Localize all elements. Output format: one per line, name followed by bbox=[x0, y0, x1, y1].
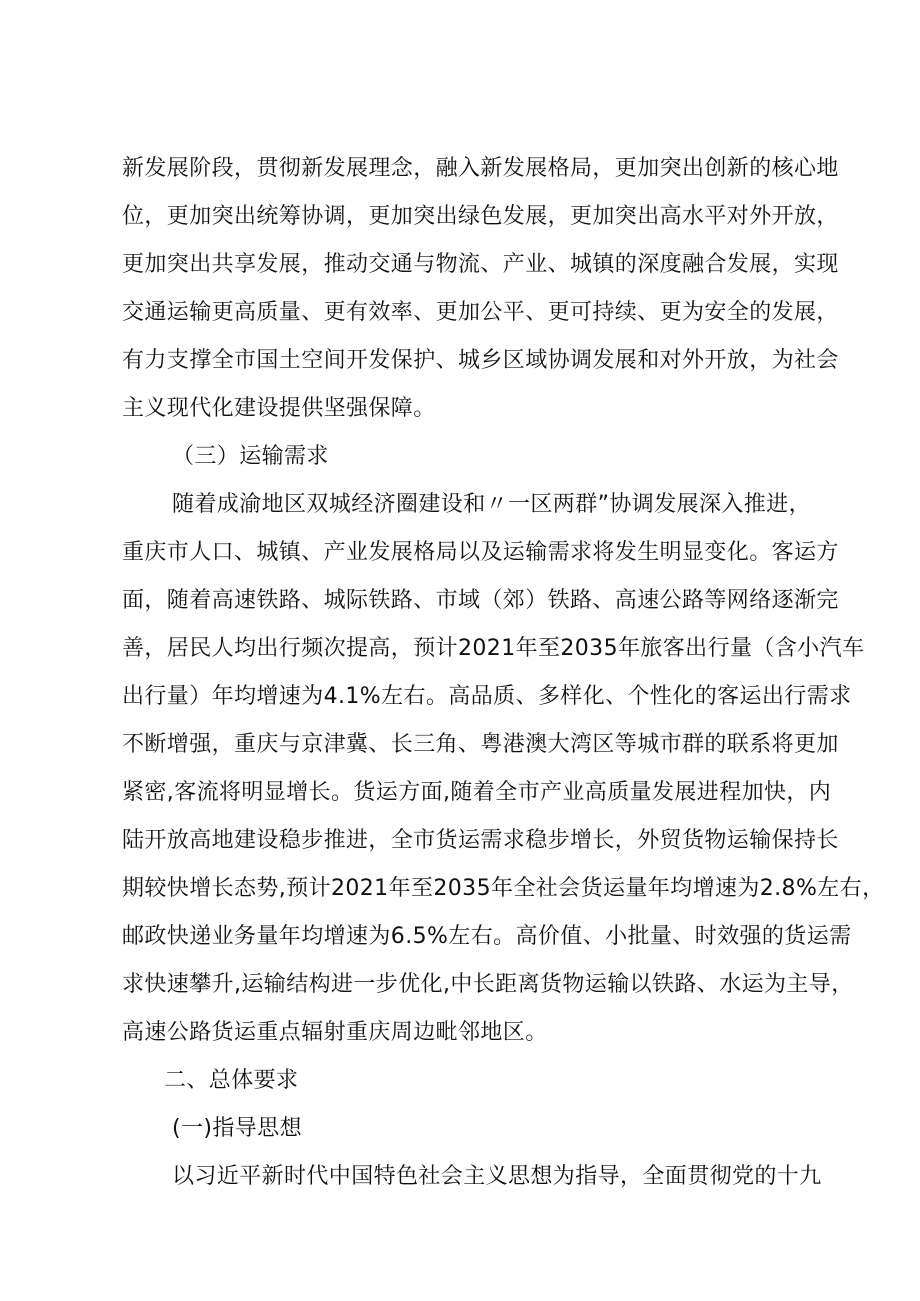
paragraph-line: 陆开放高地建设稳步推进，全市货运需求稳步增长，外贸货物运输保持长 bbox=[122, 828, 839, 853]
paragraph-line: 出行量）年均增速为4.1%左右。高品质、多样化、个性化的客运出行需求 bbox=[122, 684, 852, 709]
paragraph-line: 主义现代化建设提供坚强保障。 bbox=[122, 396, 436, 421]
paragraph-line: 面，随着高速铁路、城际铁路、市域（郊）铁路、高速公路等网络逐渐完 bbox=[122, 588, 839, 613]
paragraph-line: 重庆市人口、城镇、产业发展格局以及运输需求将发生明显变化。客运方 bbox=[122, 540, 839, 565]
paragraph-line: 邮政快递业务量年均增速为6.5%左右。高价值、小批量、时效强的货运需 bbox=[122, 924, 852, 949]
paragraph-line: 有力支撑全市国土空间开发保护、城乡区域协调发展和对外开放，为社会 bbox=[122, 348, 839, 373]
paragraph-line: 紧密,客流将明显增长。货运方面,随着全市产业高质量发展进程加快，内 bbox=[122, 780, 832, 805]
paragraph-line: 交通运输更高质量、更有效率、更加公平、更可持续、更为安全的发展， bbox=[122, 300, 839, 325]
paragraph-line: 新发展阶段，贯彻新发展理念，融入新发展格局，更加突出创新的核心地 bbox=[122, 156, 839, 181]
section-heading: 二、总体要求 bbox=[164, 1068, 299, 1093]
paragraph-line: 不断增强，重庆与京津冀、长三角、粤港澳大湾区等城市群的联系将更加 bbox=[122, 732, 839, 757]
paragraph-line: 求快速攀升,运输结构进一步优化,中长距离货物运输以铁路、水运为主导， bbox=[122, 972, 854, 997]
paragraph-line: 以习近平新时代中国特色社会主义思想为指导，全面贯彻党的十九 bbox=[172, 1164, 822, 1189]
section-heading: （三）运输需求 bbox=[172, 444, 329, 469]
paragraph-line: 更加突出共享发展，推动交通与物流、产业、城镇的深度融合发展，实现 bbox=[122, 252, 839, 277]
paragraph-line: 期较快增长态势,预计2021年至2035年全社会货运量年均增速为2.8%左右， bbox=[122, 876, 885, 901]
paragraph-line: 位，更加突出统筹协调，更加突出绿色发展，更加突出高水平对外开放， bbox=[122, 204, 839, 229]
paragraph-line: 高速公路货运重点辐射重庆周边毗邻地区。 bbox=[122, 1020, 548, 1045]
paragraph-line: 善，居民人均出行频次提高，预计2021年至2035年旅客出行量（含小汽车 bbox=[122, 636, 865, 661]
paragraph-line: 随着成渝地区双城经济圈建设和〃一区两群”协调发展深入推进， bbox=[172, 492, 811, 517]
subsection-heading: (一)指导思想 bbox=[172, 1116, 302, 1141]
